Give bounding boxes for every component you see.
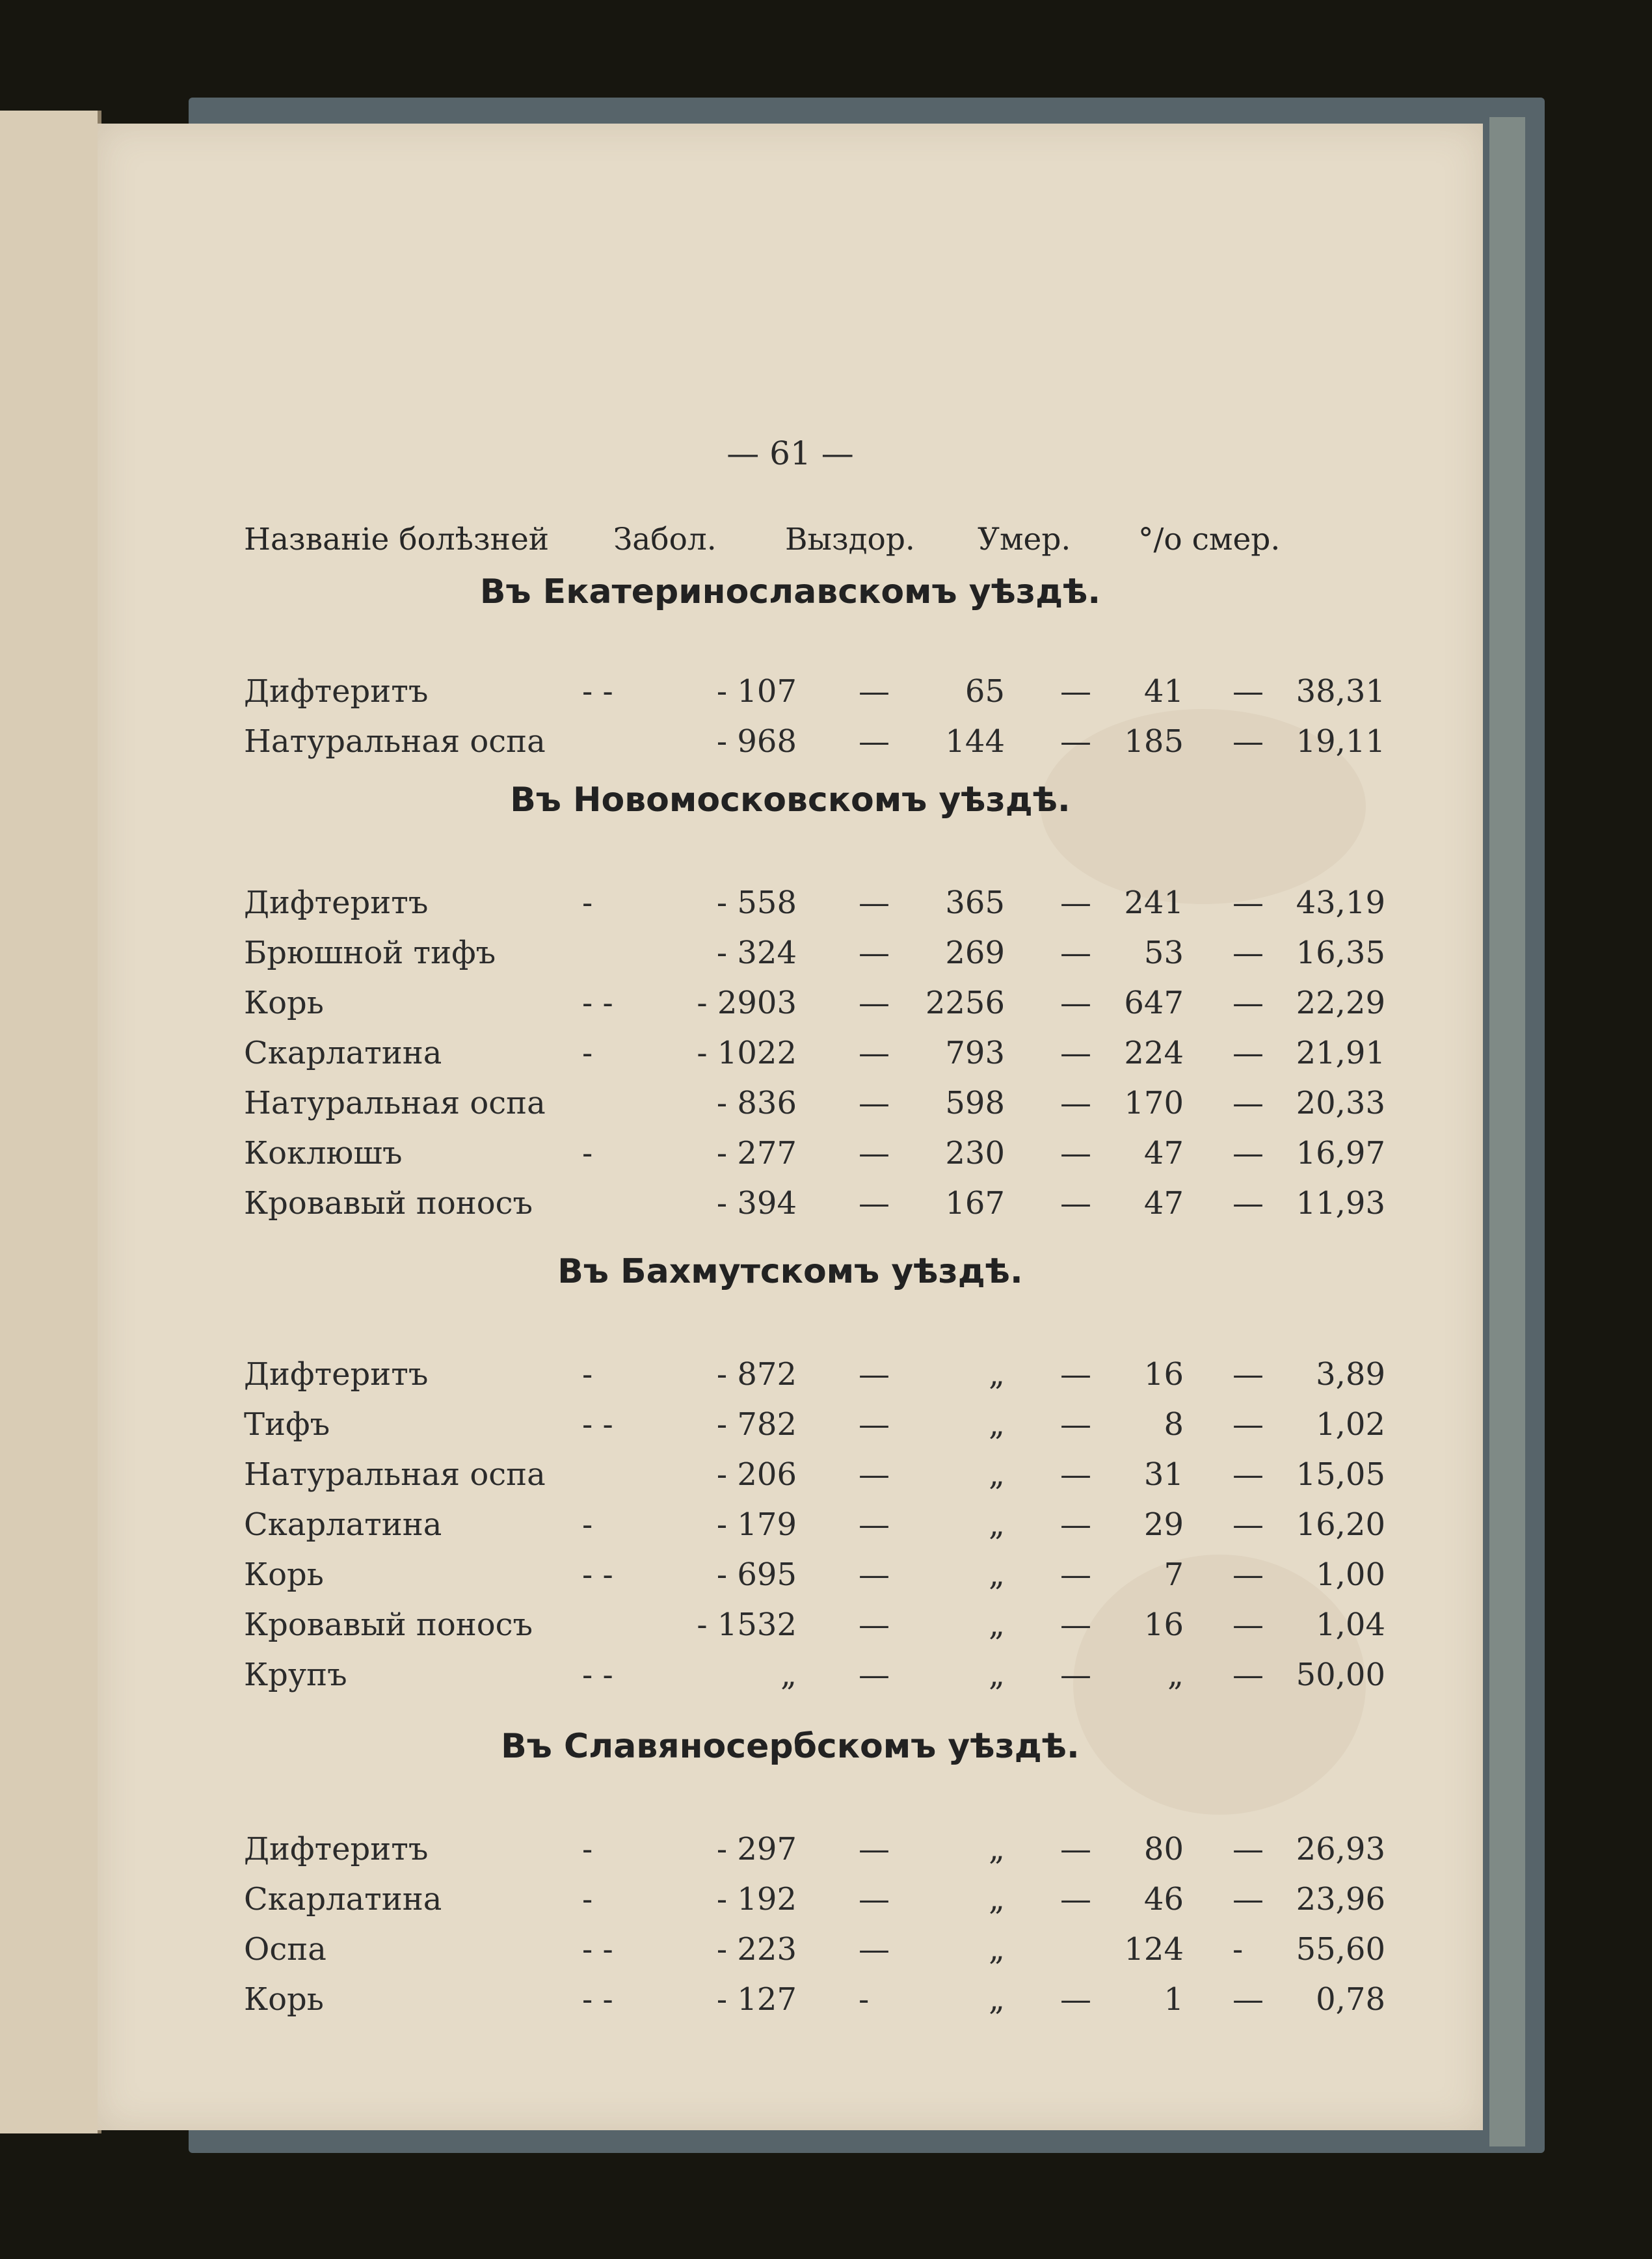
cell-died: 185 [1124,723,1184,760]
cell-percent: 1,02 [1316,1406,1385,1443]
page-number: — 61 — [726,434,854,472]
cell-sep2: — [1060,1185,1091,1222]
cell-died: 41 [1143,673,1184,710]
cell-sep1: — [859,1135,890,1171]
section-title: Въ Славяносербскомъ уѣздѣ. [501,1727,1080,1766]
cell-recovered: 269 [945,935,1005,971]
cell-dash: - - [582,673,613,710]
cell-recovered: „ [989,1607,1005,1643]
cell-sick: - 695 [716,1557,797,1593]
cell-recovered: 365 [945,885,1005,921]
cell-name: Крупъ [244,1657,347,1693]
cell-sick: - 223 [716,1931,797,1968]
cell-sep3: — [1232,1035,1264,1071]
cell-sick: - 558 [716,885,797,921]
header-sick: Забол. [613,522,717,557]
cell-died: 46 [1143,1881,1184,1918]
cell-dash: - - [582,1557,613,1593]
table-row [98,1356,1483,1402]
table-row [98,1931,1483,1977]
cell-dash: - [582,885,593,921]
table-row [98,1135,1483,1181]
cell-sick: - 782 [716,1406,797,1443]
cell-percent: 1,00 [1316,1557,1385,1593]
cell-sep3: — [1232,1657,1264,1693]
cell-sep1: — [859,1035,890,1071]
cover-edge [1489,117,1525,2146]
cell-name: Кровавый поносъ [244,1607,533,1643]
cell-dash: - [582,1506,593,1543]
cell-percent: 11,93 [1296,1185,1385,1222]
cell-died: 16 [1143,1356,1184,1393]
cell-recovered: „ [989,1557,1005,1593]
cell-percent: 26,93 [1296,1831,1385,1867]
cell-sep2: — [1060,1831,1091,1867]
cell-sep1: — [859,1506,890,1543]
cell-sick: - 179 [716,1506,797,1543]
cell-sep2: — [1060,1456,1091,1493]
cell-recovered: „ [989,1981,1005,2018]
table-row [98,1035,1483,1080]
cell-name: Скарлатина [244,1506,442,1543]
cell-recovered: „ [989,1931,1005,1968]
cell-recovered: 598 [945,1085,1005,1121]
cell-name: Коклюшъ [244,1135,403,1171]
cell-recovered: „ [989,1406,1005,1443]
cell-sep3: — [1232,985,1264,1021]
cell-sick: - 1022 [697,1035,797,1071]
cell-name: Дифтеритъ [244,673,429,710]
cell-sep1: — [859,1456,890,1493]
cell-sep2: — [1060,885,1091,921]
table-row [98,673,1483,719]
cell-sep3: — [1232,1085,1264,1121]
cell-recovered: 793 [945,1035,1005,1071]
cell-died: 8 [1164,1406,1184,1443]
header-recovered: Выздор. [785,522,915,557]
cell-sep1: — [859,935,890,971]
table-row [98,1881,1483,1927]
cell-name: Кровавый поносъ [244,1185,533,1222]
cell-percent: 16,20 [1296,1506,1385,1543]
cell-name: Дифтеритъ [244,1831,429,1867]
cell-sep2: — [1060,1881,1091,1918]
cell-percent: 23,96 [1296,1881,1385,1918]
cell-sep3: — [1232,885,1264,921]
cell-sick: - 968 [716,723,797,760]
cell-recovered: „ [989,1456,1005,1493]
header-disease-name: Названіе болѣзней [244,522,550,557]
cell-sick: - 206 [716,1456,797,1493]
cell-sick: - 107 [716,673,797,710]
cell-name: Брюшной тифъ [244,935,496,971]
cell-recovered: 2256 [925,985,1005,1021]
cell-sep2: — [1060,1035,1091,1071]
cell-sep3: — [1232,1607,1264,1643]
cell-recovered: „ [989,1506,1005,1543]
cell-sep1: — [859,723,890,760]
cell-sick: - 127 [716,1981,797,2018]
cell-dash: - [582,1135,593,1171]
cell-recovered: „ [989,1356,1005,1393]
cell-recovered: 144 [945,723,1005,760]
cell-sep3: — [1232,1881,1264,1918]
table-row [98,723,1483,769]
section-title: Въ Екатеринославскомъ уѣздѣ. [479,572,1101,611]
section-title: Въ Новомосковскомъ уѣздѣ. [510,781,1071,820]
cell-dash: - - [582,1931,613,1968]
cell-sep3: — [1232,1185,1264,1222]
cell-sep1: — [859,885,890,921]
cell-sep2: — [1060,723,1091,760]
cell-name: Дифтеритъ [244,885,429,921]
cell-sep3: — [1232,1831,1264,1867]
cell-percent: 16,35 [1296,935,1385,971]
cell-died: 53 [1143,935,1184,971]
cell-percent: 21,91 [1296,1035,1385,1071]
table-row [98,935,1483,980]
cell-sep3: — [1232,1356,1264,1393]
table-row [98,885,1483,930]
cell-sep2: — [1060,1406,1091,1443]
cell-sep3: - [1232,1931,1244,1968]
cell-percent: 43,19 [1296,885,1385,921]
cell-sick: - 836 [716,1085,797,1121]
cell-dash: - [582,1881,593,1918]
cell-sep2: — [1060,935,1091,971]
cell-sep3: — [1232,1406,1264,1443]
cell-sick: - 192 [716,1881,797,1918]
table-row [98,1981,1483,2027]
table-row [98,985,1483,1030]
cell-sep2: — [1060,1085,1091,1121]
previous-page-edge [0,111,101,2133]
cell-recovered: 167 [945,1185,1005,1222]
cell-name: Скарлатина [244,1881,442,1918]
cell-recovered: „ [989,1831,1005,1867]
cell-dash: - - [582,1981,613,2018]
cell-sep2: — [1060,985,1091,1021]
cell-died: 1 [1164,1981,1184,2018]
cell-sep3: — [1232,673,1264,710]
cell-name: Скарлатина [244,1035,442,1071]
cell-died: 47 [1143,1185,1184,1222]
cell-name: Натуральная оспа [244,723,546,760]
table-row [98,1607,1483,1652]
cell-sep2: — [1060,1657,1091,1693]
cell-name: Натуральная оспа [244,1456,546,1493]
cell-percent: 55,60 [1296,1931,1385,1968]
cell-sep1: — [859,1185,890,1222]
cell-percent: 16,97 [1296,1135,1385,1171]
cell-sep2: — [1060,1506,1091,1543]
cell-name: Натуральная оспа [244,1085,546,1121]
table-row [98,1456,1483,1502]
cell-sep1: — [859,1881,890,1918]
book-page [98,124,1483,2130]
table-row [98,1506,1483,1552]
cell-died: 241 [1124,885,1184,921]
cell-dash: - [582,1831,593,1867]
table-row [98,1657,1483,1702]
cell-sick: - 277 [716,1135,797,1171]
table-row [98,1185,1483,1231]
cell-sep1: — [859,1607,890,1643]
table-row [98,1831,1483,1877]
header-died: Умер. [978,522,1071,557]
cell-sep3: — [1232,1557,1264,1593]
cell-died: 170 [1124,1085,1184,1121]
cell-sep1: — [859,1406,890,1443]
cell-sep2: — [1060,1981,1091,2018]
cell-name: Тифъ [244,1406,330,1443]
cell-sep1: — [859,673,890,710]
cell-dash: - - [582,1657,613,1693]
cell-percent: 19,11 [1296,723,1385,760]
cell-sick: - 1532 [697,1607,797,1643]
cell-sep2: — [1060,1135,1091,1171]
cell-recovered: „ [989,1657,1005,1693]
cell-sep1: — [859,1557,890,1593]
cell-recovered: 230 [945,1135,1005,1171]
cell-sep3: — [1232,1135,1264,1171]
cell-dash: - [582,1035,593,1071]
cell-dash: - [582,1356,593,1393]
cell-percent: 3,89 [1316,1356,1385,1393]
table-row [98,1557,1483,1602]
cell-dash: - - [582,985,613,1021]
cell-name: Корь [244,985,324,1021]
cell-sep2: — [1060,673,1091,710]
cell-sick: - 297 [716,1831,797,1867]
cell-percent: 38,31 [1296,673,1385,710]
cell-percent: 20,33 [1296,1085,1385,1121]
cell-sick: - 324 [716,935,797,971]
cell-percent: 50,00 [1296,1657,1385,1693]
cell-sick: „ [780,1657,797,1693]
cell-name: Корь [244,1981,324,2018]
cell-died: 124 [1124,1931,1184,1968]
cell-sep1: — [859,1831,890,1867]
cell-percent: 0,78 [1316,1981,1385,2018]
cell-name: Корь [244,1557,324,1593]
cell-sick: - 872 [716,1356,797,1393]
cell-dash: - - [582,1406,613,1443]
cell-sep1: — [859,1085,890,1121]
cell-sick: - 394 [716,1185,797,1222]
cell-sep1: - [859,1981,870,2018]
cell-sep1: — [859,1657,890,1693]
cell-died: 29 [1143,1506,1184,1543]
cell-sep3: — [1232,1506,1264,1543]
cell-sep3: — [1232,1981,1264,2018]
cell-sep2: — [1060,1356,1091,1393]
table-row [98,1085,1483,1130]
cell-sep3: — [1232,1456,1264,1493]
section-title: Въ Бахмутскомъ уѣздѣ. [557,1252,1023,1291]
cell-died: „ [1167,1657,1184,1693]
cell-name: Оспа [244,1931,326,1968]
cell-died: 31 [1143,1456,1184,1493]
cell-name: Дифтеритъ [244,1356,429,1393]
cell-sep1: — [859,1356,890,1393]
cell-died: 16 [1143,1607,1184,1643]
cell-sep1: — [859,985,890,1021]
cell-recovered: „ [989,1881,1005,1918]
cell-sep3: — [1232,723,1264,760]
cell-died: 47 [1143,1135,1184,1171]
cell-sick: - 2903 [697,985,797,1021]
cell-percent: 22,29 [1296,985,1385,1021]
cell-died: 80 [1143,1831,1184,1867]
cell-recovered: 65 [965,673,1005,710]
cell-died: 647 [1124,985,1184,1021]
cell-sep2: — [1060,1607,1091,1643]
table-row [98,1406,1483,1452]
cell-percent: 1,04 [1316,1607,1385,1643]
header-death-percent: °/о смер. [1138,522,1281,557]
cell-sep2: — [1060,1557,1091,1593]
cell-percent: 15,05 [1296,1456,1385,1493]
cell-died: 224 [1124,1035,1184,1071]
cell-sep1: — [859,1931,890,1968]
cell-sep3: — [1232,935,1264,971]
cell-died: 7 [1164,1557,1184,1593]
